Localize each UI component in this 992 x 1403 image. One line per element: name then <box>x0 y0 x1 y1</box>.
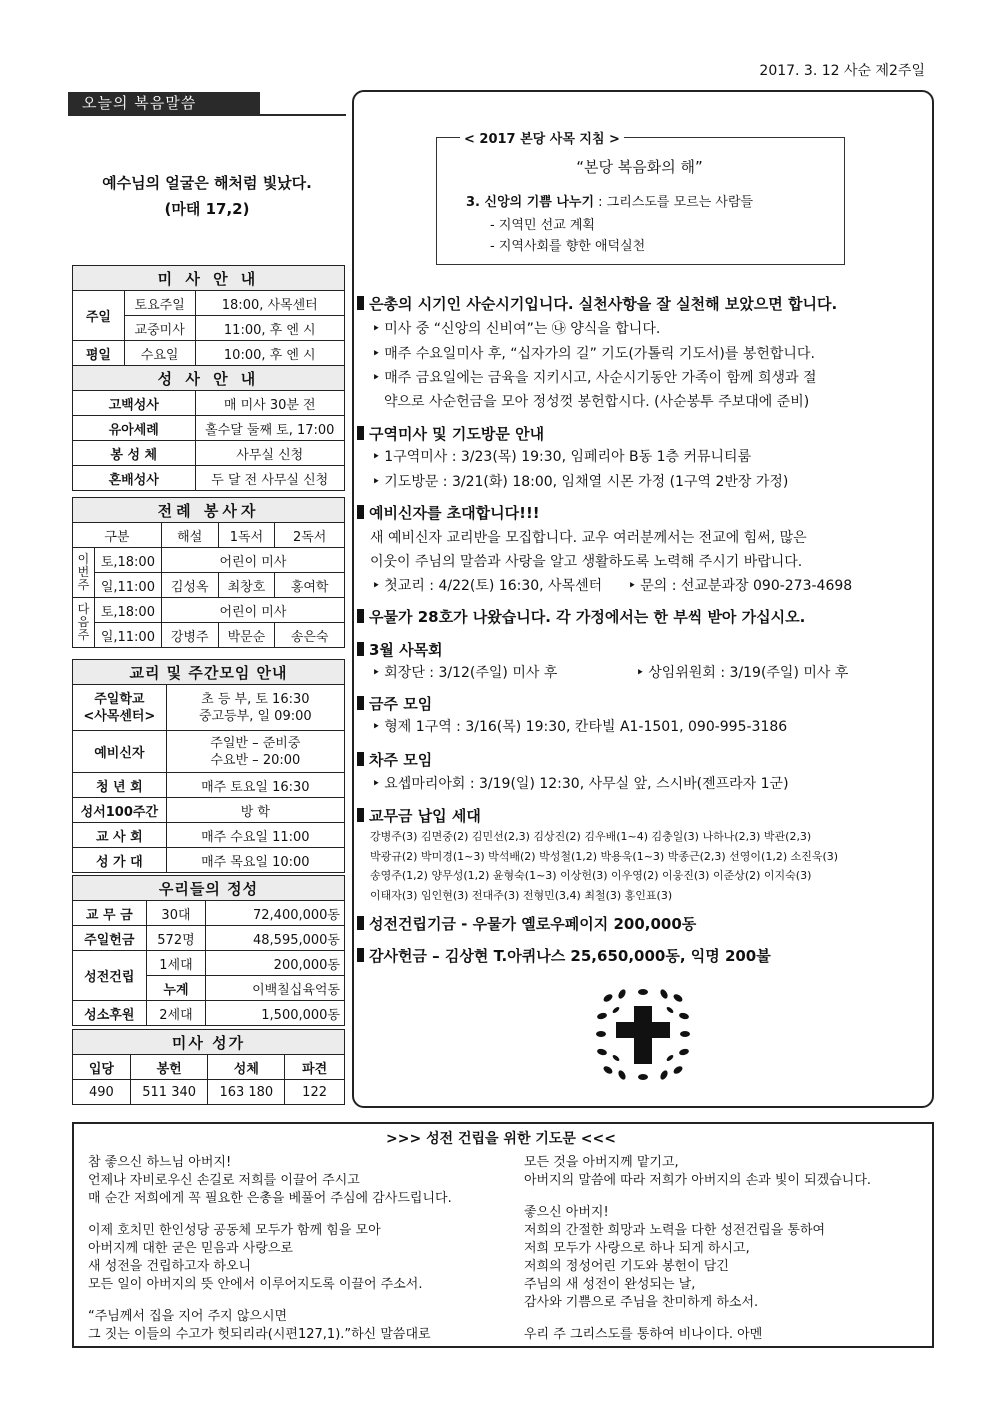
offering-name: 주일헌금 <box>73 926 147 951</box>
prayer-line: 저희의 정성어린 기도와 봉헌이 담긴 <box>524 1259 729 1274</box>
prayer-line: 새 성전을 건립하고자 하오니 <box>88 1259 252 1274</box>
offering-amount: 200,000동 <box>206 951 345 976</box>
policy-item-title: 3. 신앙의 기쁨 나누기 <box>466 195 595 210</box>
offering-amount: 이백칠십육억동 <box>206 976 345 1001</box>
server-name: 최창호 <box>218 573 275 598</box>
well-heading: 우물가 28호가 나왔습니다. 각 가정에서는 한 부씩 받아 가십시오. <box>357 606 805 627</box>
week-heading: 금주 모임 <box>357 693 432 714</box>
offering-amount: 72,400,000동 <box>206 901 345 926</box>
next-heading: 차주 모임 <box>357 749 432 770</box>
server-slot: 일,11:00 <box>94 573 161 598</box>
catechism-title: 교리 및 주간모임 안내 <box>73 660 345 685</box>
sacrament-value: 사무실 신청 <box>195 441 345 466</box>
server-merged: 어린이 미사 <box>161 598 344 623</box>
server-name: 박문순 <box>218 623 275 648</box>
server-slot: 토,18:00 <box>94 598 161 623</box>
songs-col: 입당 <box>73 1055 131 1080</box>
gospel-title: 오늘의 복음말씀 <box>68 92 260 114</box>
next-item: ‣ 요셉마리아회 : 3/19(일) 12:30, 사무실 앞, 스시바(젠프라자 1군) <box>372 773 789 793</box>
prayer-title: >>> 성전 건립을 위한 기도문 <<< <box>386 1131 616 1147</box>
sacrament-name: 혼배성사 <box>73 466 196 491</box>
server-slot: 일,11:00 <box>94 623 161 648</box>
sacrament-value: 매 미사 30분 전 <box>195 391 345 416</box>
prayer-line: 감사와 기쁨으로 주님을 찬미하게 하소서. <box>524 1295 759 1310</box>
gospel-underline <box>68 114 346 116</box>
prayer-line: 그 짓는 이들의 수고가 헛되리라(시편127,1).”하신 말씀대로 <box>88 1327 431 1342</box>
mass-time: 18:00, 사목센터 <box>195 291 345 316</box>
thanks-offering-heading: 감사헌금 – 김상현 T.아퀴나스 25,650,000동, 익명 200불 <box>357 945 771 966</box>
policy-item <box>466 191 753 210</box>
district-item: ‣ 1구역미사 : 3/23(목) 19:30, 임페리아 B동 1층 커뮤니티룸 <box>372 446 751 466</box>
building-fund-heading: 성전건립기금 - 우물가 옐로우페이지 200,000동 <box>357 913 696 934</box>
catechism-name: 성 가 대 <box>73 848 167 873</box>
lent-item: ‣ 매주 금요일에는 금육을 지키시고, 사순시기동안 가족이 함께 희생과 절 <box>372 367 817 387</box>
council-heading: 3월 사목회 <box>357 639 443 660</box>
mass-name: 수요일 <box>124 341 195 366</box>
dues-line: 송영주(1,2) 양무성(1,2) 윤형숙(1~3) 이상헌(3) 이우영(2) 이웅진(3) 이준상(2) 이지숙(3) <box>370 869 812 882</box>
policy-item-desc: : 그리스도를 모르는 사람들 <box>594 195 754 210</box>
catechumen-text: 이웃이 주님의 말씀과 사랑을 알고 생활하도록 노력해 주시기 바랍니다. <box>370 554 803 570</box>
district-heading: 구역미사 및 기도방문 안내 <box>357 423 544 444</box>
prayer-line: 저희의 간절한 희망과 노력을 다한 성전건립을 통하여 <box>524 1223 826 1238</box>
policy-theme: “본당 복음화의 해” <box>576 158 703 176</box>
catechumen-item: ‣ 첫교리 : 4/22(토) 16:30, 사목센터 <box>372 575 602 595</box>
prayer-line: 주님의 새 성전이 완성되는 날, <box>524 1277 696 1292</box>
lent-item-cont: 약으로 사순헌금을 모아 정성껏 봉헌합시다. (사순봉투 주보대에 준비) <box>384 394 810 410</box>
server-merged: 어린이 미사 <box>161 548 344 573</box>
mass-sacrament-table <box>72 265 345 491</box>
dues-line: 박광규(2) 박미경(1~3) 박석배(2) 박성철(1,2) 박용욱(1~3) 박종근(2,3) 선영이(1,2) 소진욱(3) <box>370 850 839 863</box>
mass-time: 10:00, 후 엔 시 <box>195 341 345 366</box>
song-number: 163 180 <box>208 1080 285 1105</box>
server-name: 강병주 <box>161 623 218 648</box>
prayer-line: 매 순간 저희에게 꼭 필요한 은총을 베풀어 주심에 감사드립니다. <box>88 1191 452 1206</box>
offering-title: 우리들의 정성 <box>73 876 345 901</box>
offering-count: 2세대 <box>146 1001 206 1026</box>
prayer-line: 언제나 자비로우신 손길로 저희를 이끌어 주시고 <box>88 1173 360 1188</box>
catechism-name: 예비신자 <box>73 731 167 773</box>
lent-item: ‣ 매주 수요일미사 후, “십자가의 길” 기도(가톨릭 기도서)를 봉헌합니다. <box>372 343 815 363</box>
offering-count: 572명 <box>146 926 206 951</box>
gospel-verse-text: 예수님의 얼굴은 해처럼 빛났다. <box>102 174 312 192</box>
prayer-line: 아버지께 대한 굳은 믿음과 사랑으로 <box>88 1241 293 1256</box>
catechism-value: 초 등 부, 토 16:30 중고등부, 일 09:00 <box>166 685 344 731</box>
sacrament-value: 두 달 전 사무실 신청 <box>195 466 345 491</box>
issue-date: 2017. 3. 12 사순 제2주일 <box>759 63 925 79</box>
sacrament-name: 유아세례 <box>73 416 196 441</box>
songs-col: 봉헌 <box>130 1055 208 1080</box>
council-item: ‣ 회장단 : 3/12(주일) 미사 후 <box>372 662 557 682</box>
sacrament-title: 성 사 안 내 <box>73 366 345 391</box>
catechism-value: 매주 토요일 16:30 <box>166 773 344 798</box>
songs-col: 성체 <box>208 1055 285 1080</box>
lent-item: ‣ 미사 중 “신앙의 신비여”는 ㉯ 양식을 합니다. <box>372 318 660 338</box>
mass-title: 미 사 안 내 <box>73 266 345 291</box>
mass-time: 11:00, 후 엔 시 <box>195 316 345 341</box>
policy-sub: - 지역사회를 향한 애덕실천 <box>490 239 646 254</box>
servers-title: 전례 봉사자 <box>73 498 345 523</box>
catechism-value: 매주 수요일 11:00 <box>166 823 344 848</box>
offering-amount: 48,595,000동 <box>206 926 345 951</box>
servers-table <box>72 497 345 648</box>
server-name: 김성옥 <box>161 573 218 598</box>
songs-table <box>72 1029 345 1105</box>
mass-name: 교중미사 <box>124 316 195 341</box>
catechism-name: 성서100주간 <box>73 798 167 823</box>
prayer-line: 이제 호치민 한인성당 공동체 모두가 함께 힘을 모아 <box>88 1223 381 1238</box>
policy-sub: - 지역민 선교 계획 <box>490 218 595 233</box>
songs-col: 파견 <box>285 1055 345 1080</box>
prayer-line: 좋으신 아버지! <box>524 1205 609 1220</box>
catechism-name: 청 년 회 <box>73 773 167 798</box>
catechism-value: 매주 목요일 10:00 <box>166 848 344 873</box>
server-name: 홍여학 <box>275 573 345 598</box>
catechumen-text: 새 예비신자 교리반을 모집합니다. 교우 여러분께서는 전교에 힘써, 많은 <box>370 530 807 546</box>
servers-col: 2독서 <box>275 523 345 548</box>
catechism-name: 주일학교 <사목센터> <box>73 685 167 731</box>
songs-title: 미사 성가 <box>73 1030 345 1055</box>
servers-col: 구분 <box>73 523 162 548</box>
server-slot: 토,18:00 <box>94 548 161 573</box>
song-number: 490 <box>73 1080 131 1105</box>
offering-count: 1세대 <box>146 951 206 976</box>
cross-icon <box>596 988 690 1080</box>
mass-name: 토요주일 <box>124 291 195 316</box>
offering-count: 30대 <box>146 901 206 926</box>
policy-title: < 2017 본당 사목 지침 > <box>460 128 624 147</box>
offering-name: 성소후원 <box>73 1001 147 1026</box>
prayer-line: 아버지의 말씀에 따라 저희가 아버지의 손과 빛이 되겠습니다. <box>524 1173 872 1188</box>
servers-col: 해설 <box>161 523 218 548</box>
servers-col: 1독서 <box>218 523 275 548</box>
council-item: ‣ 상임위원회 : 3/19(주일) 미사 후 <box>636 662 848 682</box>
catechumen-heading: 예비신자를 초대합니다!!! <box>357 502 540 523</box>
offering-name: 성전건립 <box>73 951 147 1001</box>
prayer-line: 모든 일이 아버지의 뜻 안에서 이루어지도록 이끌어 주소서. <box>88 1277 423 1292</box>
dues-line: 강병주(3) 김면중(2) 김민선(2,3) 김상진(2) 김우배(1~4) 김충일(3) 나하나(2,3) 박관(2,3) <box>370 830 812 843</box>
dues-heading: 교무금 납입 세대 <box>357 805 481 826</box>
sacrament-value: 홀수달 둘째 토, 17:00 <box>195 416 345 441</box>
district-item: ‣ 기도방문 : 3/21(화) 18:00, 임채열 시몬 가정 (1구역 2반장 가정) <box>372 471 788 491</box>
prayer-line: “주님께서 집을 지어 주지 않으시면 <box>88 1309 288 1324</box>
server-name: 송은숙 <box>275 623 345 648</box>
catechism-table <box>72 659 345 873</box>
catechumen-item: ‣ 문의 : 선교분과장 090-273-4698 <box>628 575 852 595</box>
offering-amount: 1,500,000동 <box>206 1001 345 1026</box>
lent-notice-heading: 은총의 시기인 사순시기입니다. 실천사항을 잘 실천해 보았으면 합니다. <box>357 293 837 314</box>
catechism-value: 방 학 <box>166 798 344 823</box>
prayer-line: 우리 주 그리스도를 통하여 비나이다. 아멘 <box>524 1327 763 1342</box>
gospel-verse <box>68 170 346 222</box>
gospel-verse-ref: (마태 17,2) <box>164 200 250 218</box>
offering-count: 누계 <box>146 976 206 1001</box>
sunday-label: 주일 <box>73 291 125 341</box>
prayer-line: 참 좋으신 하느님 아버지! <box>88 1155 232 1170</box>
song-number: 122 <box>285 1080 345 1105</box>
sacrament-name: 고백성사 <box>73 391 196 416</box>
dues-line: 이태자(3) 임인현(3) 전대주(3) 전형민(3,4) 최철(3) 홍인표(3) <box>370 889 673 902</box>
catechism-name: 교 사 회 <box>73 823 167 848</box>
sacrament-name: 봉 성 체 <box>73 441 196 466</box>
week-item: ‣ 형제 1구역 : 3/16(목) 19:30, 칸타빌 A1-1501, 090-995-3186 <box>372 716 787 736</box>
catechism-value: 주일반 – 준비중 수요반 – 20:00 <box>166 731 344 773</box>
this-week-label: 이번주 <box>73 548 95 598</box>
prayer-line: 저희 모두가 사랑으로 하나 되게 하시고, <box>524 1241 750 1256</box>
next-week-label: 다음주 <box>73 598 95 648</box>
weekday-label: 평일 <box>73 341 125 366</box>
prayer-line: 모든 것을 아버지께 맡기고, <box>524 1155 679 1170</box>
song-number: 511 340 <box>130 1080 208 1105</box>
offering-name: 교 무 금 <box>73 901 147 926</box>
offering-table <box>72 875 345 1026</box>
